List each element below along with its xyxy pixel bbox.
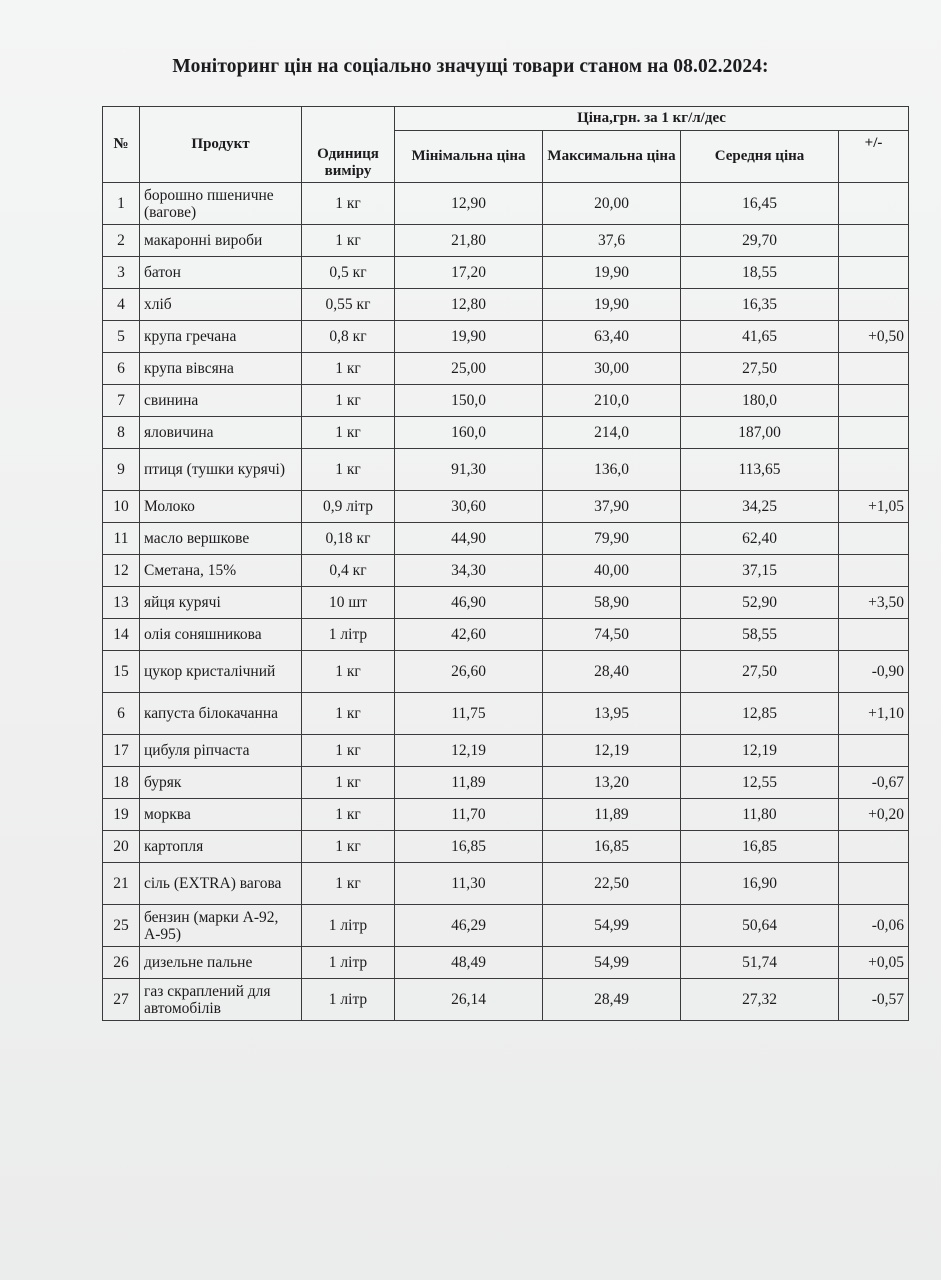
table-row [103,863,909,905]
table-row [103,555,909,587]
avg-price-cell: 180,0 [681,385,839,417]
product-name: крупа гречана [140,321,302,353]
table-row [103,693,909,735]
product-name: хліб [140,289,302,321]
avg-price-cell: 52,90 [681,587,839,619]
unit-cell: 1 кг [302,417,395,449]
change-cell [839,257,909,289]
max-price-cell: 74,50 [543,619,681,651]
product-name: дизельне пальне [140,947,302,979]
product-name: олія соняшникова [140,619,302,651]
min-price-cell: 46,29 [395,905,543,947]
avg-price-cell: 113,65 [681,449,839,491]
table-row [103,225,909,257]
min-price-cell: 12,90 [395,183,543,225]
header-number: № [103,107,140,183]
header-unit: Одиниця виміру [302,107,395,183]
avg-price-cell: 50,64 [681,905,839,947]
table-row [103,523,909,555]
row-number: 4 [103,289,140,321]
min-price-cell: 48,49 [395,947,543,979]
avg-price-cell: 12,85 [681,693,839,735]
row-number: 11 [103,523,140,555]
row-number: 26 [103,947,140,979]
header-max-price: Максимальна ціна [543,131,681,183]
unit-cell: 1 літр [302,947,395,979]
avg-price-cell: 51,74 [681,947,839,979]
table-row [103,979,909,1021]
header-avg-price: Середня ціна [681,131,839,183]
row-number: 13 [103,587,140,619]
change-cell: -0,06 [839,905,909,947]
row-number: 25 [103,905,140,947]
row-number: 2 [103,225,140,257]
product-name: борошно пшеничне (вагове) [140,183,302,225]
min-price-cell: 26,14 [395,979,543,1021]
avg-price-cell: 16,35 [681,289,839,321]
row-number: 7 [103,385,140,417]
max-price-cell: 58,90 [543,587,681,619]
change-cell [839,619,909,651]
product-name: батон [140,257,302,289]
unit-cell: 1 кг [302,385,395,417]
row-number: 3 [103,257,140,289]
avg-price-cell: 37,15 [681,555,839,587]
row-number: 5 [103,321,140,353]
avg-price-cell: 27,50 [681,353,839,385]
change-cell [839,183,909,225]
avg-price-cell: 27,32 [681,979,839,1021]
row-number: 1 [103,183,140,225]
change-cell [839,449,909,491]
max-price-cell: 136,0 [543,449,681,491]
max-price-cell: 54,99 [543,947,681,979]
min-price-cell: 11,30 [395,863,543,905]
row-number: 6 [103,693,140,735]
header-price-group: Ціна,грн. за 1 кг/л/дес [395,107,909,131]
row-number: 9 [103,449,140,491]
product-name: цибуля ріпчаста [140,735,302,767]
product-name: масло вершкове [140,523,302,555]
unit-cell: 1 кг [302,183,395,225]
product-name: Молоко [140,491,302,523]
avg-price-cell: 41,65 [681,321,839,353]
change-cell: +1,05 [839,491,909,523]
max-price-cell: 40,00 [543,555,681,587]
unit-cell: 1 літр [302,979,395,1021]
max-price-cell: 19,90 [543,289,681,321]
row-number: 6 [103,353,140,385]
header-product: Продукт [140,107,302,183]
min-price-cell: 17,20 [395,257,543,289]
min-price-cell: 25,00 [395,353,543,385]
unit-cell: 1 літр [302,905,395,947]
row-number: 20 [103,831,140,863]
row-number: 27 [103,979,140,1021]
row-number: 19 [103,799,140,831]
max-price-cell: 54,99 [543,905,681,947]
product-name: сіль (EXTRA) вагова [140,863,302,905]
product-name: яловичина [140,417,302,449]
change-cell [839,225,909,257]
avg-price-cell: 34,25 [681,491,839,523]
row-number: 21 [103,863,140,905]
change-cell [839,353,909,385]
header-change: +/- [839,131,909,183]
change-cell [839,417,909,449]
row-number: 12 [103,555,140,587]
max-price-cell: 210,0 [543,385,681,417]
table-row [103,353,909,385]
unit-cell: 1 кг [302,693,395,735]
product-name: свинина [140,385,302,417]
max-price-cell: 30,00 [543,353,681,385]
avg-price-cell: 27,50 [681,651,839,693]
avg-price-cell: 16,85 [681,831,839,863]
product-name: картопля [140,831,302,863]
min-price-cell: 150,0 [395,385,543,417]
table-row [103,799,909,831]
max-price-cell: 12,19 [543,735,681,767]
unit-cell: 0,8 кг [302,321,395,353]
row-number: 14 [103,619,140,651]
min-price-cell: 26,60 [395,651,543,693]
table-row [103,321,909,353]
change-cell: -0,90 [839,651,909,693]
row-number: 8 [103,417,140,449]
avg-price-cell: 187,00 [681,417,839,449]
min-price-cell: 21,80 [395,225,543,257]
change-cell [839,555,909,587]
table-row [103,905,909,947]
avg-price-cell: 29,70 [681,225,839,257]
min-price-cell: 12,80 [395,289,543,321]
product-name: морква [140,799,302,831]
unit-cell: 1 кг [302,651,395,693]
product-name: Сметана, 15% [140,555,302,587]
max-price-cell: 16,85 [543,831,681,863]
max-price-cell: 28,49 [543,979,681,1021]
table-row [103,735,909,767]
max-price-cell: 22,50 [543,863,681,905]
product-name: газ скраплений для автомобілів [140,979,302,1021]
unit-cell: 1 кг [302,735,395,767]
avg-price-cell: 58,55 [681,619,839,651]
change-cell [839,523,909,555]
unit-cell: 1 літр [302,619,395,651]
product-name: капуста білокачанна [140,693,302,735]
product-name: цукор кристалічний [140,651,302,693]
table-row [103,947,909,979]
header-min-price: Мінімальна ціна [395,131,543,183]
unit-cell: 1 кг [302,767,395,799]
max-price-cell: 28,40 [543,651,681,693]
min-price-cell: 34,30 [395,555,543,587]
unit-cell: 0,55 кг [302,289,395,321]
row-number: 10 [103,491,140,523]
avg-price-cell: 62,40 [681,523,839,555]
table-row [103,417,909,449]
unit-cell: 1 кг [302,831,395,863]
unit-cell: 1 кг [302,353,395,385]
change-cell [839,863,909,905]
table-row [103,587,909,619]
product-name: птиця (тушки курячі) [140,449,302,491]
avg-price-cell: 11,80 [681,799,839,831]
min-price-cell: 30,60 [395,491,543,523]
product-name: яйця курячі [140,587,302,619]
change-cell: +3,50 [839,587,909,619]
table-row [103,183,909,225]
product-name: макаронні вироби [140,225,302,257]
change-cell: +0,20 [839,799,909,831]
max-price-cell: 20,00 [543,183,681,225]
max-price-cell: 214,0 [543,417,681,449]
change-cell [839,385,909,417]
table-row [103,257,909,289]
min-price-cell: 12,19 [395,735,543,767]
table-row [103,651,909,693]
max-price-cell: 37,6 [543,225,681,257]
unit-cell: 1 кг [302,799,395,831]
max-price-cell: 13,95 [543,693,681,735]
max-price-cell: 11,89 [543,799,681,831]
change-cell: +0,05 [839,947,909,979]
min-price-cell: 42,60 [395,619,543,651]
table-row [103,767,909,799]
avg-price-cell: 16,90 [681,863,839,905]
min-price-cell: 16,85 [395,831,543,863]
max-price-cell: 13,20 [543,767,681,799]
max-price-cell: 19,90 [543,257,681,289]
price-table [102,106,909,1021]
avg-price-cell: 12,55 [681,767,839,799]
avg-price-cell: 12,19 [681,735,839,767]
product-name: бензин (марки А-92, А-95) [140,905,302,947]
min-price-cell: 160,0 [395,417,543,449]
unit-cell: 10 шт [302,587,395,619]
unit-cell: 0,9 літр [302,491,395,523]
unit-cell: 1 кг [302,225,395,257]
change-cell [839,831,909,863]
table-row [103,619,909,651]
unit-cell: 0,5 кг [302,257,395,289]
table-row [103,289,909,321]
min-price-cell: 11,89 [395,767,543,799]
max-price-cell: 37,90 [543,491,681,523]
table-row [103,385,909,417]
change-cell: -0,57 [839,979,909,1021]
unit-cell: 1 кг [302,449,395,491]
row-number: 17 [103,735,140,767]
row-number: 18 [103,767,140,799]
product-name: буряк [140,767,302,799]
row-number: 15 [103,651,140,693]
min-price-cell: 46,90 [395,587,543,619]
change-cell [839,289,909,321]
avg-price-cell: 16,45 [681,183,839,225]
max-price-cell: 79,90 [543,523,681,555]
change-cell [839,735,909,767]
change-cell: -0,67 [839,767,909,799]
change-cell: +0,50 [839,321,909,353]
min-price-cell: 44,90 [395,523,543,555]
change-cell: +1,10 [839,693,909,735]
document-title: Моніторинг цін на соціально значущі товари станом на 08.02.2024: [172,56,769,77]
unit-cell: 1 кг [302,863,395,905]
min-price-cell: 11,75 [395,693,543,735]
table-row [103,491,909,523]
max-price-cell: 63,40 [543,321,681,353]
min-price-cell: 11,70 [395,799,543,831]
product-name: крупа вівсяна [140,353,302,385]
price-table-body [103,183,909,1021]
table-row [103,831,909,863]
min-price-cell: 91,30 [395,449,543,491]
min-price-cell: 19,90 [395,321,543,353]
unit-cell: 0,4 кг [302,555,395,587]
avg-price-cell: 18,55 [681,257,839,289]
unit-cell: 0,18 кг [302,523,395,555]
table-row [103,449,909,491]
